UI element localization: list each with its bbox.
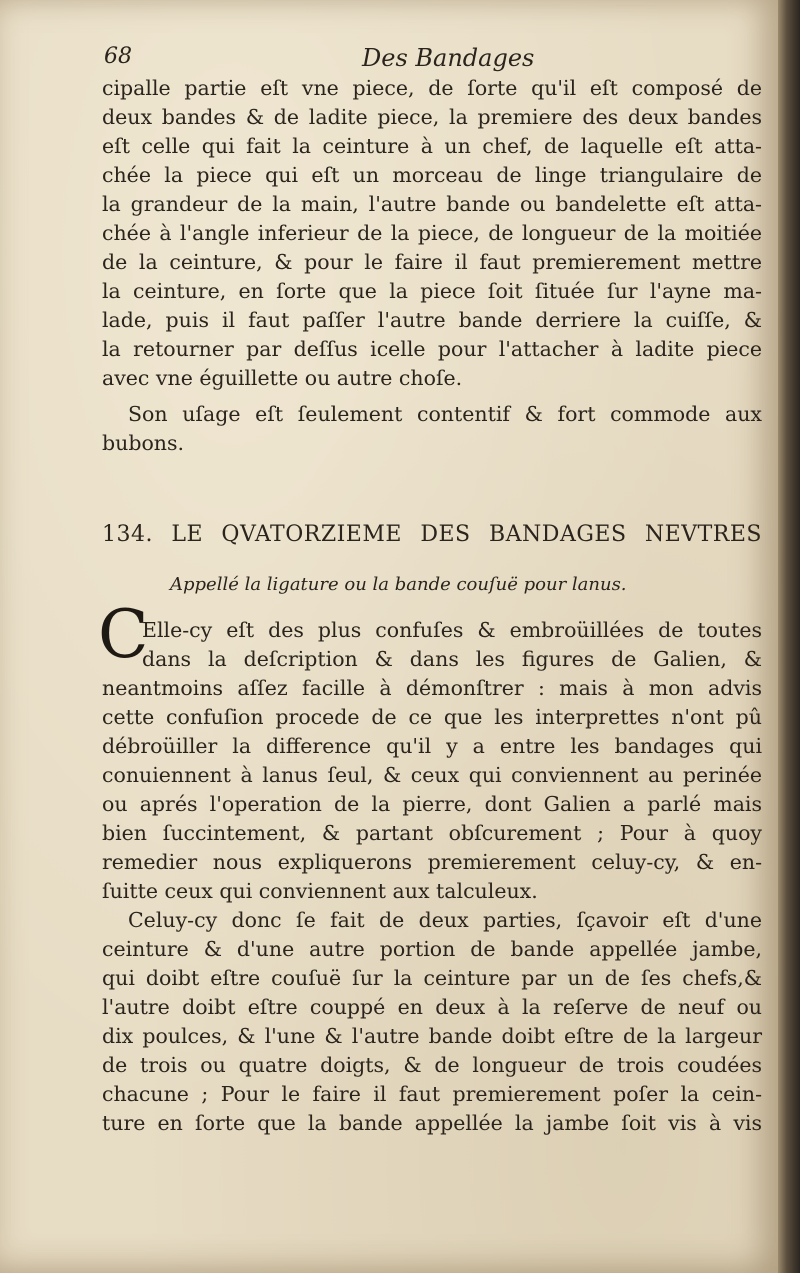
text-line: l'autre doibt eſtre couppé en deux à la reſerve de neuf ou <box>102 995 762 1019</box>
section-heading: 134. LE QVATORZIEME DES BANDAGES NEVTRES <box>102 522 762 547</box>
text-line: cette confuſion procede de ce que les interprettes n'ont pû <box>102 705 762 729</box>
text-line: conuiennent à lanus ſeul, & ceux qui conviennent au perinée <box>102 763 762 787</box>
text-line: remedier nous expliquerons premierement celuy-cy, & en- <box>102 850 762 874</box>
text-line: qui doibt eſtre couſuë ſur la ceinture par un de ſes chefs,& <box>102 966 762 990</box>
usage-paragraph <box>102 400 762 458</box>
text-line: lade, puis il faut paſſer l'autre bande derriere la cuiſſe, & <box>102 308 762 332</box>
text-line: Elle-cy eſt des plus confuſes & embroüillées de toutes <box>142 618 762 642</box>
text-line: cipalle partie eſt vne piece, de ſorte qu'il eſt composé de <box>102 76 762 100</box>
top-paragraph <box>102 74 762 393</box>
text-line: eſt celle qui fait la ceinture à un chef, de laquelle eſt atta- <box>102 134 762 158</box>
drop-cap: C <box>98 596 149 673</box>
text-line: débroüiller la difference qu'il y a entre les bandages qui <box>102 734 762 758</box>
text-line: dans la deſcription & dans les figures de Galien, & <box>142 647 762 671</box>
text-line: chée à l'angle inferieur de la piece, de longueur de la moitiée <box>102 221 762 245</box>
text-line: chacune ; Pour le faire il faut premierement poſer la cein- <box>102 1082 762 1106</box>
text-line: la grandeur de la main, l'autre bande ou bandelette eſt atta- <box>102 192 762 216</box>
page-number: 68 <box>104 44 132 69</box>
section-subheading: Appellé la ligature ou la bande couſuë pour lanus. <box>170 574 627 595</box>
page-header <box>100 44 760 78</box>
text-line: bubons. <box>102 431 185 455</box>
text-line: deux bandes & de ladite piece, la premiere des deux bandes <box>102 105 762 129</box>
text-line: dix poulces, & l'une & l'autre bande doibt eſtre de la largeur <box>102 1024 762 1048</box>
paragraph-two <box>102 906 762 1138</box>
text-line: Celuy-cy donc ſe fait de deux parties, ſçavoir eſt d'une <box>128 908 762 932</box>
page-edge-shadow <box>778 0 800 1273</box>
text-line: la ceinture, en ſorte que la piece ſoit ſituée ſur l'ayne ma- <box>102 279 762 303</box>
text-line: Son uſage eſt ſeulement contentif & fort commode aux <box>128 402 762 426</box>
text-line: ou aprés l'operation de la pierre, dont Galien a parlé mais <box>102 792 762 816</box>
paragraph-one <box>102 674 762 906</box>
text-line: de la ceinture, & pour le faire il faut premierement mettre <box>102 250 762 274</box>
text-line: ſuitte ceux qui conviennent aux talculeux. <box>102 879 538 903</box>
text-line: ture en ſorte que la bande appellée la jambe ſoit vis à vis <box>102 1111 762 1135</box>
text-line: avec vne éguillette ou autre choſe. <box>102 366 463 390</box>
text-line: la retourner par deſſus icelle pour l'attacher à ladite piece <box>102 337 762 361</box>
text-line: chée la piece qui eſt un morceau de linge triangulaire de <box>102 163 762 187</box>
text-line: bien ſuccintement, & partant obſcurement ; Pour à quoy <box>102 821 762 845</box>
paragraph-one-dropcap-lines <box>102 616 762 674</box>
running-title: Des Bandages <box>362 44 535 72</box>
text-line: de trois ou quatre doigts, & de longueur de trois coudées <box>102 1053 762 1077</box>
text-line: ceinture & d'une autre portion de bande appellée jambe, <box>102 937 762 961</box>
text-line: neantmoins aſſez facille à démonſtrer : mais à mon advis <box>102 676 762 700</box>
